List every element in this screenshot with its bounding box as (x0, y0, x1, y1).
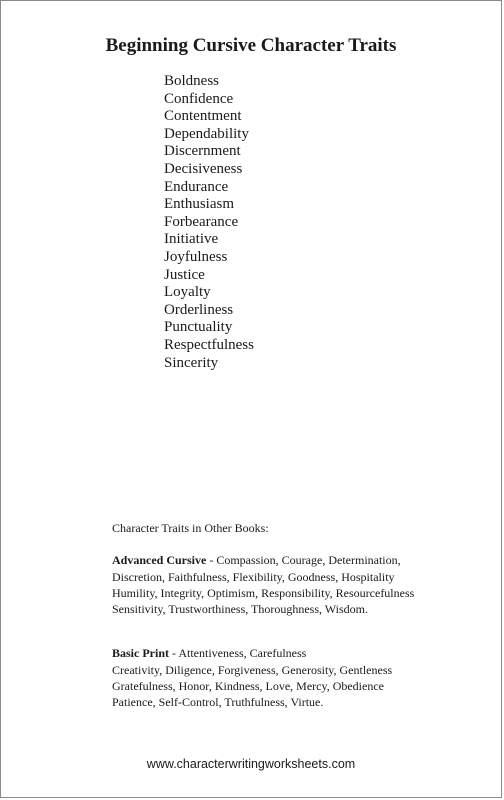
advanced-cursive-name: Advanced Cursive (112, 553, 207, 568)
other-books-heading: Character Traits in Other Books: (112, 521, 269, 535)
trait-item: Justice (164, 266, 205, 283)
traits-list (164, 73, 254, 372)
basic-print-first-line (112, 645, 472, 661)
trait-item: Joyfulness (164, 248, 228, 265)
trait-item: Dependability (164, 125, 249, 142)
advanced-cursive-line: Humility, Integrity, Optimism, Responsibility, Resourcefulness (112, 585, 415, 600)
trait-item: Loyalty (164, 284, 211, 301)
basic-print-line: Attentiveness, Carefulness (178, 646, 307, 661)
trait-item: Enthusiasm (164, 196, 234, 213)
trait-item: Endurance (164, 178, 229, 195)
other-books-section (112, 520, 472, 739)
advanced-cursive-first-line (112, 552, 472, 568)
trait-item: Confidence (164, 90, 234, 107)
trait-item: Sincerity (164, 354, 219, 371)
advanced-cursive-block (112, 552, 472, 617)
basic-print-line: Gratefulness, Honor, Kindness, Love, Mercy, Obedience (112, 679, 384, 694)
page-title: Beginning Cursive Character Traits (105, 35, 397, 56)
trait-item: Initiative (164, 231, 219, 248)
basic-print-block (112, 645, 472, 710)
basic-print-name: Basic Print (112, 646, 169, 661)
advanced-cursive-line: Sensitivity, Trustworthiness, Thoroughness, Wisdom. (112, 602, 368, 617)
basic-print-line: Patience, Self-Control, Truthfulness, Virtue. (112, 695, 324, 710)
trait-item: Punctuality (164, 319, 233, 336)
trait-item: Forbearance (164, 213, 239, 230)
trait-item: Decisiveness (164, 160, 243, 177)
basic-print-line: Creativity, Diligence, Forgiveness, Generosity, Gentleness (112, 662, 393, 677)
trait-item: Respectfulness (164, 336, 254, 353)
trait-item: Contentment (164, 108, 242, 125)
advanced-cursive-separator: - (206, 553, 217, 568)
advanced-cursive-line: Compassion, Courage, Determination, (216, 553, 401, 568)
footer-url: www.characterwritingworksheets.com (146, 757, 356, 771)
basic-print-separator: - (169, 646, 179, 661)
advanced-cursive-line: Discretion, Faithfulness, Flexibility, Goodness, Hospitality (112, 569, 395, 584)
trait-item: Boldness (164, 73, 220, 89)
trait-item: Discernment (164, 143, 241, 160)
trait-item: Orderliness (164, 301, 234, 318)
